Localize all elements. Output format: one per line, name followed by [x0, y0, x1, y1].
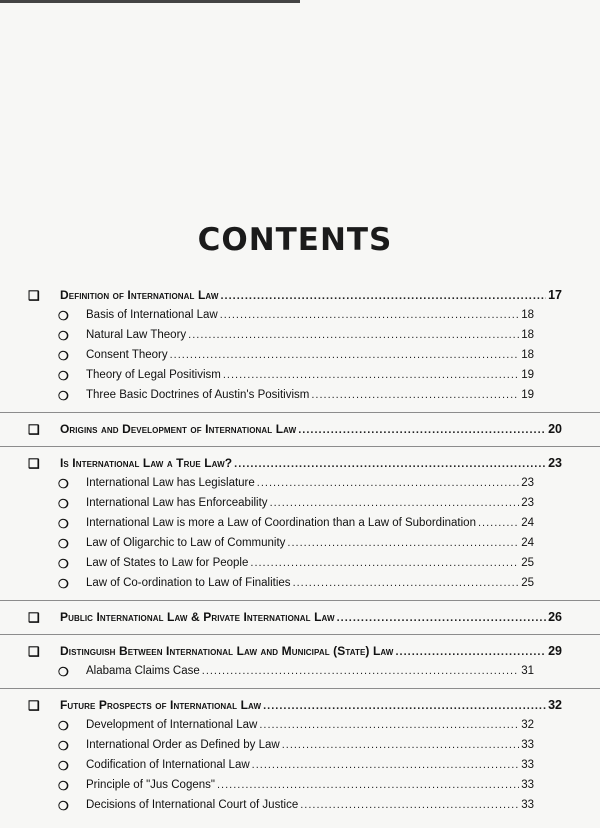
checkbox-square-icon: ❑ — [28, 422, 40, 437]
subentry-page-number: 24 — [521, 517, 534, 529]
subentry-page-number: 32 — [521, 719, 534, 731]
toc-subentry[interactable] — [0, 326, 600, 346]
checkbox-square-icon: ❑ — [28, 456, 40, 471]
dot-leader — [221, 290, 547, 302]
subentry-title: International Law has Legislature — [86, 477, 255, 489]
subentry-page-number: 25 — [521, 577, 534, 589]
circle-bullet-icon: ❍ — [58, 719, 69, 733]
subentry-title: Theory of Legal Positivism — [86, 369, 221, 381]
subentry-page-number: 23 — [521, 477, 534, 489]
subentry-page-number: 33 — [521, 759, 534, 771]
toc-subentry[interactable] — [0, 366, 600, 386]
subentry-page-number: 25 — [521, 557, 534, 569]
toc-section — [0, 453, 600, 601]
toc-chapter-entry[interactable] — [0, 453, 600, 474]
circle-bullet-icon: ❍ — [58, 517, 69, 531]
subentry-page-number: 33 — [521, 799, 534, 811]
dot-leader — [337, 612, 547, 624]
subentry-title: International Law is more a Law of Coordination than a Law of Subordination — [86, 517, 476, 529]
subentry-page-number: 31 — [521, 665, 534, 677]
dot-leader — [188, 329, 519, 341]
dot-leader — [234, 458, 546, 470]
toc-chapter-entry[interactable] — [0, 419, 600, 440]
dot-leader — [250, 557, 519, 569]
circle-bullet-icon: ❍ — [58, 665, 69, 679]
toc-subentry[interactable] — [0, 574, 600, 594]
subentry-page-number: 33 — [521, 779, 534, 791]
subentry-title: Consent Theory — [86, 349, 168, 361]
dot-leader — [202, 665, 519, 677]
subentry-title: Alabama Claims Case — [86, 665, 200, 677]
subentry-title: Principle of "Jus Cogens" — [86, 779, 215, 791]
dot-leader — [217, 779, 519, 791]
chapter-title: Future Prospects of International Law — [60, 698, 262, 712]
subentry-title: Three Basic Doctrines of Austin's Positivism — [86, 389, 310, 401]
dot-leader — [478, 517, 519, 529]
subentry-page-number: 19 — [521, 369, 534, 381]
circle-bullet-icon: ❍ — [58, 477, 69, 491]
subentry-title: Law of States to Law for People — [86, 557, 249, 569]
dot-leader — [263, 700, 546, 712]
dot-leader — [220, 309, 520, 321]
subentry-title: Law of Oligarchic to Law of Community — [86, 537, 286, 549]
subentry-page-number: 19 — [521, 389, 534, 401]
subentry-title: Development of International Law — [86, 719, 258, 731]
dot-leader — [311, 389, 519, 401]
toc-chapter-entry[interactable] — [0, 641, 600, 662]
chapter-title: Is International Law a True Law? — [60, 456, 233, 470]
subentry-title: Decisions of International Court of Justice — [86, 799, 299, 811]
circle-bullet-icon: ❍ — [58, 577, 69, 591]
subentry-page-number: 18 — [521, 329, 534, 341]
circle-bullet-icon: ❍ — [58, 779, 69, 793]
circle-bullet-icon: ❍ — [58, 739, 69, 753]
toc-subentry[interactable] — [0, 554, 600, 574]
dot-leader — [223, 369, 519, 381]
subentry-title: International Law has Enforceability — [86, 497, 268, 509]
subentry-page-number: 24 — [521, 537, 534, 549]
subentry-page-number: 33 — [521, 739, 534, 751]
toc-subentry[interactable] — [0, 776, 600, 796]
toc-subentry[interactable] — [0, 346, 600, 366]
chapter-title: Distinguish Between International Law and Municipal (State) Law — [60, 644, 394, 658]
toc-subentry[interactable] — [0, 662, 600, 682]
subentry-title: Law of Co-ordination to Law of Finalities — [86, 577, 291, 589]
toc-subentry[interactable] — [0, 756, 600, 776]
toc-chapter-entry[interactable] — [0, 285, 600, 306]
circle-bullet-icon: ❍ — [58, 537, 69, 551]
circle-bullet-icon: ❍ — [58, 369, 69, 383]
circle-bullet-icon: ❍ — [58, 759, 69, 773]
chapter-page-number: 29 — [548, 644, 562, 658]
dot-leader — [259, 719, 519, 731]
table-of-contents — [0, 285, 600, 828]
dot-leader — [293, 577, 520, 589]
circle-bullet-icon: ❍ — [58, 799, 69, 813]
checkbox-square-icon: ❑ — [28, 610, 40, 625]
subentry-title: Natural Law Theory — [86, 329, 187, 341]
toc-section — [0, 695, 600, 822]
toc-subentry[interactable] — [0, 386, 600, 406]
toc-subentry[interactable] — [0, 534, 600, 554]
toc-section — [0, 285, 600, 413]
circle-bullet-icon: ❍ — [58, 349, 69, 363]
circle-bullet-icon: ❍ — [58, 329, 69, 343]
checkbox-square-icon: ❑ — [28, 644, 40, 659]
dot-leader — [300, 799, 519, 811]
subentry-title: Basis of International Law — [86, 309, 218, 321]
chapter-page-number: 23 — [548, 456, 562, 470]
toc-section — [0, 419, 600, 447]
toc-subentry[interactable] — [0, 716, 600, 736]
subentry-title: International Order as Defined by Law — [86, 739, 280, 751]
page-title: CONTENTS — [197, 222, 393, 258]
subentry-page-number: 18 — [521, 349, 534, 361]
circle-bullet-icon: ❍ — [58, 557, 69, 571]
dot-leader — [270, 497, 520, 509]
subentry-title: Codification of International Law — [86, 759, 250, 771]
circle-bullet-icon: ❍ — [58, 497, 69, 511]
dot-leader — [282, 739, 520, 751]
toc-section — [0, 641, 600, 689]
toc-subentry[interactable] — [0, 736, 600, 756]
toc-subentry[interactable] — [0, 474, 600, 494]
dot-leader — [252, 759, 520, 771]
toc-subentry[interactable] — [0, 514, 600, 534]
circle-bullet-icon: ❍ — [58, 389, 69, 403]
dot-leader — [287, 537, 519, 549]
dot-leader — [170, 349, 520, 361]
toc-subentry[interactable] — [0, 306, 600, 326]
dot-leader — [257, 477, 519, 489]
chapter-title: Definition of International Law — [60, 288, 219, 302]
chapter-page-number: 17 — [548, 288, 562, 302]
toc-chapter-entry[interactable] — [0, 695, 600, 716]
subentry-page-number: 23 — [521, 497, 534, 509]
toc-subentry[interactable] — [0, 494, 600, 514]
checkbox-square-icon: ❑ — [28, 288, 40, 303]
chapter-title: Public International Law & Private International Law — [60, 610, 335, 624]
circle-bullet-icon: ❍ — [58, 309, 69, 323]
toc-chapter-entry[interactable] — [0, 607, 600, 628]
toc-section — [0, 607, 600, 635]
top-rule — [0, 0, 300, 3]
checkbox-square-icon: ❑ — [28, 698, 40, 713]
dot-leader — [298, 424, 546, 436]
subentry-page-number: 18 — [521, 309, 534, 321]
chapter-page-number: 20 — [548, 422, 562, 436]
chapter-title: Origins and Development of International Law — [60, 422, 297, 436]
dot-leader — [395, 646, 546, 658]
chapter-page-number: 26 — [548, 610, 562, 624]
chapter-page-number: 32 — [548, 698, 562, 712]
toc-subentry[interactable] — [0, 796, 600, 816]
